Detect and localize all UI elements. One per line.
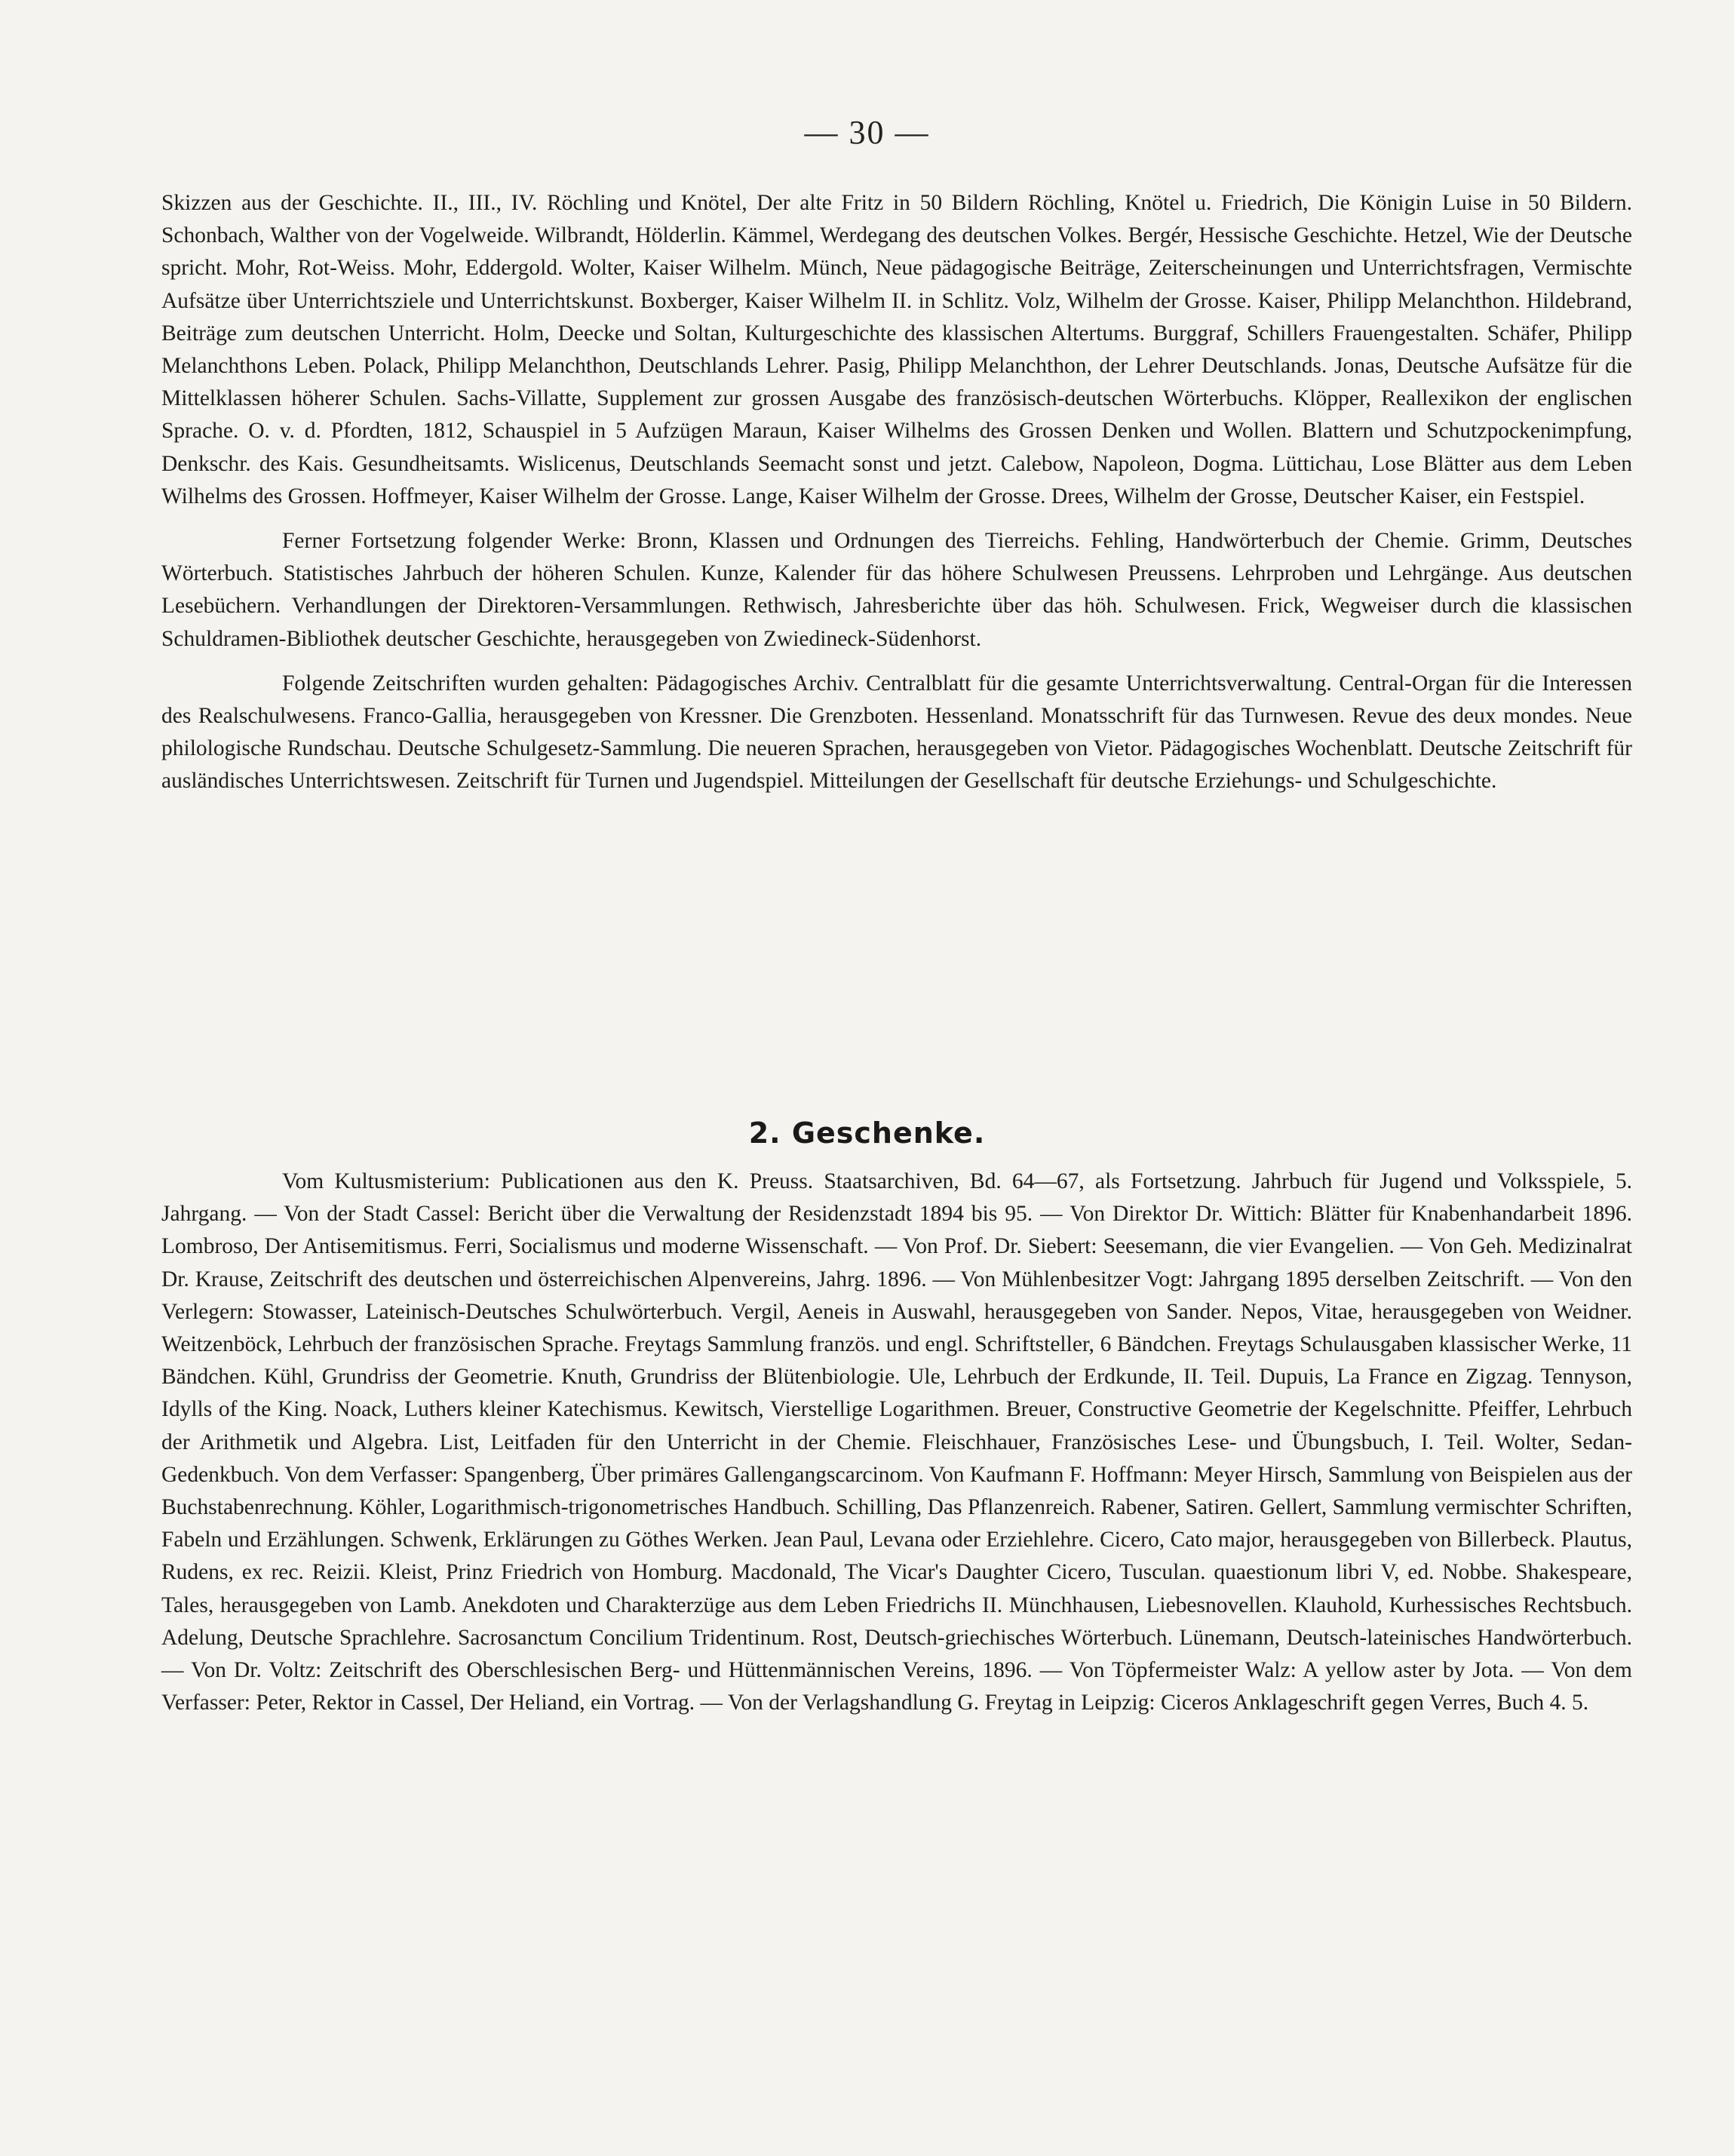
continued-works-paragraph: Ferner Fortsetzung folgender Werke: Bronn, Klassen und Ordnungen des Tierreichs. Fehling, Handwörterbuch der Chemie. Grimm, Deutsches Wörterbuch. Statistisches Jahrbuch der höheren Schulen. Kunze, Kalender für das höhere Schulwesen Preussens. Lehrproben und Lehrgänge. Aus deutschen Lesebüchern. Verhandlungen der Direktoren-Versammlungen. Rethwisch, Jahresberichte über das höh. Schulwesen. Frick, Wegweiser durch die klassischen Schuldramen-Bibliothek deutscher Geschichte, herausgegeben von Zwiedineck-Südenhorst. bbox=[161, 529, 1632, 651]
library-acquisitions-section bbox=[161, 187, 1632, 798]
books-list-paragraph: Skizzen aus der Geschichte. II., III., IV. Röchling und Knötel, Der alte Fritz in 50 Bildern Röchling, Knötel u. Friedrich, Die Königin Luise in 50 Bildern. Schonbach, Walther von der Vogelweide. Wilbrandt, Hölderlin. Kämmel, Werdegang des deutschen Volkes. Bergér, Hessische Geschichte. Hetzel, Wie der Deutsche spricht. Mohr, Rot-Weiss. Mohr, Eddergold. Wolter, Kaiser Wilhelm. Münch, Neue pädagogische Beiträge, Zeiterscheinungen und Unterrichtsfragen, Vermischte Aufsätze über Unterrichtsziele und Unterrichtskunst. Boxberger, Kaiser Wilhelm II. in Schlitz. Volz, Wilhelm der Grosse. Kaiser, Philipp Melanchthon. Hildebrand, Beiträge zum deutschen Unterricht. Holm, Deecke und Soltan, Kulturgeschichte des klassischen Altertums. Burggraf, Schillers Frauengestalten. Schäfer, Philipp Melanchthons Leben. Polack, Philipp Melanchthon, Deutschlands Lehrer. Pasig, Philipp Melanchthon, der Lehrer Deutschlands. Jonas, Deutsche Aufsätze für die Mittelklassen höherer Schulen. Sachs-Villatte, Supplement zur grossen Ausgabe des französisch-deutschen Wörterbuchs. Klöpper, Reallexikon der englischen Sprache. O. v. d. Pfordten, 1812, Schauspiel in 5 Aufzügen Maraun, Kaiser Wilhelms des Grossen Denken und Wollen. Blattern und Schutzpockenimpfung, Denkschr. des Kais. Gesundheitsamts. Wislicenus, Deutschlands Seemacht sonst und jetzt. Calebow, Napoleon, Dogma. Lüttichau, Lose Blätter aus dem Leben Wilhelms des Grossen. Hoffmeyer, Kaiser Wilhelm der Grosse. Lange, Kaiser Wilhelm der Grosse. Drees, Wilhelm der Grosse, Deutscher Kaiser, ein Festspiel. bbox=[161, 191, 1632, 508]
periodicals-paragraph: Folgende Zeitschriften wurden gehalten: Pädagogisches Archiv. Centralblatt für die gesamte Unterrichtsverwaltung. Central-Organ für die Interessen des Realschulwesens. Franco-Gallia, herausgegeben von Kressner. Die Grenzboten. Hessenland. Monatsschrift für das Turnwesen. Revue des deux mondes. Neue philologische Rundschau. Deutsche Schulgesetz-Sammlung. Die neueren Sprachen, herausgegeben von Vietor. Pädagogisches Wochenblatt. Deutsche Zeitschrift für ausländisches Unterrichtswesen. Zeitschrift für Turnen und Jugendspiel. Mitteilungen der Gesellschaft für deutsche Erziehungs- und Schulgeschichte. bbox=[161, 671, 1632, 794]
section-heading-geschenke: 2. Geschenke. bbox=[748, 1116, 986, 1150]
gifts-paragraph: Vom Kultusmisterium: Publicationen aus den K. Preuss. Staatsarchiven, Bd. 64—67, als Fortsetzung. Jahrbuch für Jugend und Volksspiele, 5. Jahrgang. — Von der Stadt Cassel: Bericht über die Verwaltung der Residenzstadt 1894 bis 95. — Von Direktor Dr. Wittich: Blätter für Knabenhandarbeit 1896. Lombroso, Der Antisemitismus. Ferri, Socialismus und moderne Wissenschaft. — Von Prof. Dr. Siebert: Seesemann, die vier Evangelien. — Von Geh. Medizinalrat Dr. Krause, Zeitschrift des deutschen und österreichischen Alpenvereins, Jahrg. 1896. — Von Mühlenbesitzer Vogt: Jahrgang 1895 derselben Zeitschrift. — Von den Verlegern: Stowasser, Lateinisch-Deutsches Schulwörterbuch. Vergil, Aeneis in Auswahl, herausgegeben von Sander. Nepos, Vitae, herausgegeben von Weidner. Weitzenböck, Lehrbuch der französischen Sprache. Freytags Sammlung französ. und engl. Schriftsteller, 6 Bändchen. Freytags Schulausgaben klassischer Werke, 11 Bändchen. Kühl, Grundriss der Geometrie. Knuth, Grundriss der Blütenbiologie. Ule, Lehrbuch der Erdkunde, II. Teil. Dupuis, La France en Zigzag. Tennyson, Idylls of the King. Noack, Luthers kleiner Katechismus. Kewitsch, Vierstellige Logarithmen. Breuer, Constructive Geometrie der Kegelschnitte. Pfeiffer, Lehrbuch der Arithmetik und Algebra. List, Leitfaden für den Unterricht in der Chemie. Fleischhauer, Französisches Lese- und Übungsbuch, I. Teil. Wolter, Sedan-Gedenkbuch. Von dem Verfasser: Spangenberg, Über primäres Gallengangscarcinom. Von Kaufmann F. Hoffmann: Meyer Hirsch, Sammlung von Beispielen aus der Buchstabenrechnung. Köhler, Logarithmisch-trigonometrisches Handbuch. Schilling, Das Pflanzenreich. Rabener, Satiren. Gellert, Sammlung vermischter Schriften, Fabeln und Erzählungen. Schwenk, Erklärungen zu Göthes Werken. Jean Paul, Levana oder Erziehlehre. Cicero, Cato major, herausgegeben von Billerbeck. Plautus, Rudens, ex rec. Reizii. Kleist, Prinz Friedrich von Homburg. Macdonald, The Vicar's Daughter Cicero, Tusculan. quaestionum libri V, ed. Nobbe. Shakespeare, Tales, herausgegeben von Lamb. Anekdoten und Charakterzüge aus dem Leben Friedrichs II. Münchhausen, Liebesnovellen. Klauhold, Kurhessisches Rechtsbuch. Adelung, Deutsche Sprachlehre. Sacrosanctum Concilium Tridentinum. Rost, Deutsch-griechisches Wörterbuch. Lünemann, Deutsch-lateinisches Handwörterbuch. — Von Dr. Voltz: Zeitschrift des Oberschlesischen Berg- und Hüttenmännischen Vereins, 1896. — Von Töpfermeister Walz: A yellow aster by Jota. — Von dem Verfasser: Peter, Rektor in Cassel, Der Heliand, ein Vortrag. — Von der Verlagshandlung G. Freytag in Leipzig: Ciceros Anklageschrift gegen Verres, Buch 4. 5. bbox=[161, 1169, 1632, 1715]
page-number: — 30 — bbox=[804, 114, 930, 151]
gifts-section bbox=[161, 1166, 1632, 1719]
